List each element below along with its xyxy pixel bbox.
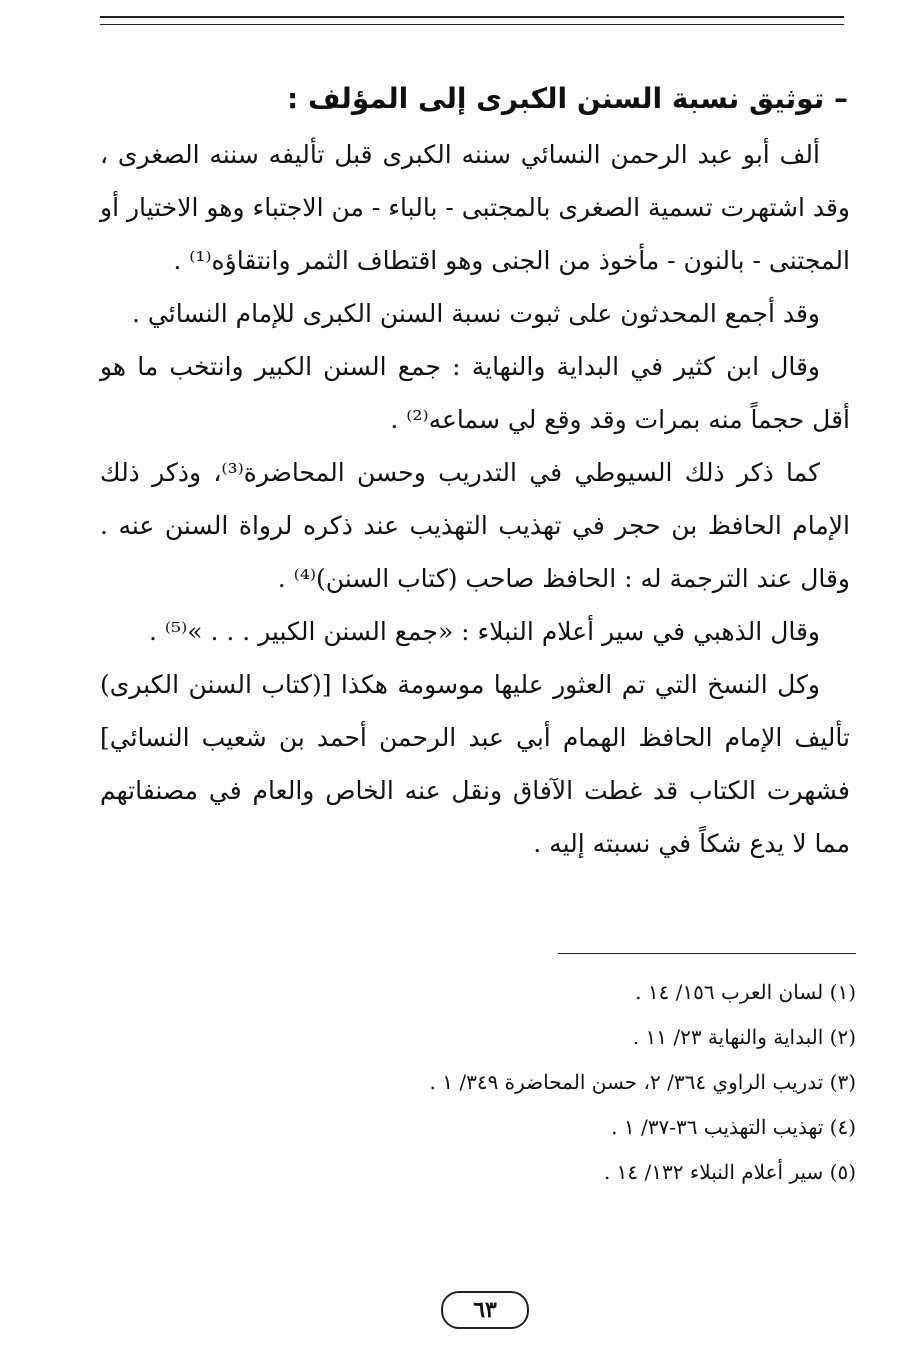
header-rule-top <box>100 16 844 18</box>
footnote-1: (١) لسان العرب ١٥٦/ ١٤ . <box>635 980 856 1004</box>
paragraph-1: ألف أبو عبد الرحمن النسائي سننه الكبرى قبل تأليفه سننه الصغرى ، وقد اشتهرت تسمية الصغرى بالمجتبى - بالباء - من الاجتباء وهو الاختيار أو المجتنى - بالنون - مأخوذ من الجنى وهو اقتطاف الثمر وانتقاؤه⁽¹⁾ . <box>100 140 850 275</box>
footnote-separator <box>558 953 856 954</box>
footnote-3: (٣) تدريب الراوي ٣٦٤/ ٢، حسن المحاضرة ٣٤٩/ ١ . <box>429 1070 856 1094</box>
main-text <box>100 70 850 870</box>
footnote-5: (٥) سير أعلام النبلاء ١٣٢/ ١٤ . <box>603 1160 856 1184</box>
footnote-4: (٤) تهذيب التهذيب ٣٦-٣٧/ ١ . <box>611 1115 856 1139</box>
paragraph-6: وكل النسخ التي تم العثور عليها موسومة هكذا [(كتاب السنن الكبرى) تأليف الإمام الحافظ الهمام أبي عبد الرحمن أحمد بن شعيب النسائي] فشهرت الكتاب قد غطت الآفاق ونقل عنه الخاص والعام في مصنفاتهم مما لا يدع شكاً في نسبته إليه . <box>100 670 850 858</box>
footnote-2: (٢) البداية والنهاية ٢٣/ ١١ . <box>632 1025 856 1049</box>
paragraph-2: وقد أجمع المحدثون على ثبوت نسبة السنن الكبرى للإمام النسائي . <box>132 299 820 328</box>
header-rule-bottom <box>100 24 844 25</box>
paragraph-4: كما ذكر ذلك السيوطي في التدريب وحسن المحاضرة⁽³⁾، وذكر ذلك الإمام الحافظ بن حجر في تهذيب التهذيب عند ذكره لرواة السنن عنه . وقال عند الترجمة له : الحافظ صاحب (كتاب السنن)⁽⁴⁾ . <box>100 458 850 593</box>
footnotes-list <box>96 970 856 1195</box>
paragraph-3: وقال ابن كثير في البداية والنهاية : جمع السنن الكبير وانتخب ما هو أقل حجماً منه بمرات وقد وقع لي سماعه⁽²⁾ . <box>100 352 850 434</box>
paragraph-5: وقال الذهبي في سير أعلام النبلاء : «جمع السنن الكبير . . . »⁽⁵⁾ . <box>149 617 820 646</box>
page-number: ٦٣ <box>441 1291 529 1329</box>
section-heading: – توثيق نسبة السنن الكبرى إلى المؤلف : <box>287 82 848 115</box>
